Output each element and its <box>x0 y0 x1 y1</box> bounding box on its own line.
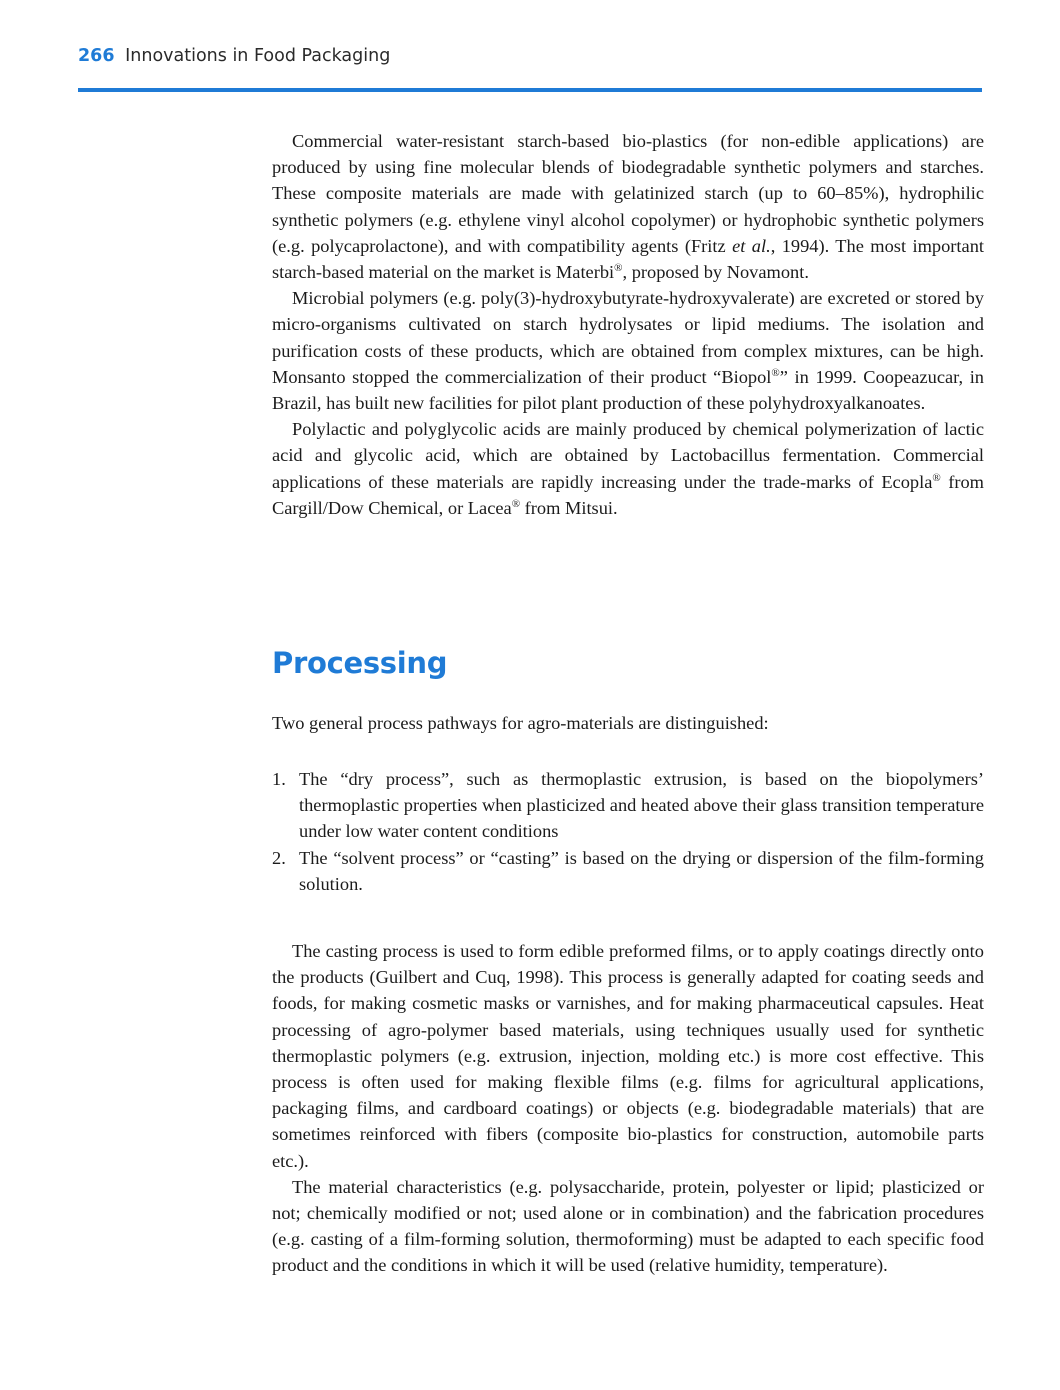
para3-text-b: from Cargill/Dow Chemical, or Lacea <box>272 471 984 518</box>
para2-text-b: ” in 1999. Coopeazucar, in Brazil, has built new facilities for pilot plant production of these polyhydroxyalkanoates. <box>272 366 985 414</box>
para3-text-c: from Mitsui. <box>520 497 618 518</box>
para1-text-b: , 1994). The most important starch-based material on the market is Materbi <box>272 235 984 283</box>
running-head <box>78 46 390 66</box>
section-heading: Processing <box>272 646 448 680</box>
body-text-bottom <box>272 938 984 1279</box>
running-title: Innovations in Food Packaging <box>125 46 391 66</box>
list-text: The “solvent process” or “casting” is based on the drying or dispersion of the film-forming solution. <box>299 847 984 894</box>
paragraph-microbial-polymers <box>272 285 984 416</box>
list-item <box>272 845 984 897</box>
para3-text-a: Polylactic and polyglycolic acids are mainly produced by chemical polymerization of lactic acid and glycolic acid, which are obtained by Lactobacillus fermentation. Commercial applications of these materials are rapidly increasing under the trade-marks of Ecopla <box>272 419 984 492</box>
para1-text-a: Commercial water-resistant starch-based bio-plastics (for non-edible applications) are produced by using fine molecular blends of biodegradable synthetic polymers and starches. These composite materials are made with gelatinized starch (up to 60–85%), hydrophilic synthetic polymers (e.g. ethylene vinyl alcohol copolymer) or hydrophobic synthetic polymers (e.g. polycaprolactone), and with compatibility agents (Fritz <box>272 131 984 256</box>
citation-et-al: et al. <box>732 235 771 256</box>
list-number: 2. <box>272 847 286 868</box>
header-rule <box>78 88 982 92</box>
registered-mark: ® <box>511 497 521 510</box>
body-text-top <box>272 128 984 521</box>
list-text: The “dry process”, such as thermoplastic extrusion, is based on the biopolymers’ thermoplastic properties when plasticized and heated above their glass transition temperature under low water content conditions <box>299 769 984 842</box>
paragraph-starch-bioplastics <box>272 128 984 285</box>
section-intro: Two general process pathways for agro-materials are distinguished: <box>272 713 769 733</box>
list-item <box>272 766 984 845</box>
registered-mark: ® <box>614 261 623 274</box>
page-number: 266 <box>78 46 115 66</box>
para1-text-c: , proposed by Novamont. <box>622 262 809 283</box>
process-list <box>272 766 984 897</box>
list-number: 1. <box>272 769 286 789</box>
paragraph-casting-process: The casting process is used to form edible preformed films, or to apply coatings directly onto the products (Guilbert and Cuq, 1998). This process is generally adapted for coating seeds and foods, for making cosmetic masks or varnishes, and for making pharmaceutical capsules. Heat processing of agro-polymer based materials, using techniques usually used for synthetic thermoplastic polymers (e.g. extrusion, injection, molding etc.) is more cost effective. This process is often used for making flexible films (e.g. films for agricultural applications, packaging films, and cardboard coatings) or objects (e.g. biodegradable materials) that are sometimes reinforced with fibers (composite bio-plastics for construction, automobile parts etc.). <box>272 941 984 1171</box>
paragraph-material-characteristics: The material characteristics (e.g. polysaccharide, protein, polyester or lipid; plasticized or not; chemically modified or not; used alone or in combination) and the fabrication procedures (e.g. casting of a film-forming solution, thermoforming) must be adapted to each specific food product and the conditions in which it will be used (relative humidity, temperature). <box>272 1176 984 1276</box>
paragraph-polylactic-acids <box>272 416 984 521</box>
registered-mark: ® <box>932 471 941 484</box>
registered-mark: ® <box>771 366 780 379</box>
para2-text-a: Microbial polymers (e.g. poly(3)-hydroxybutyrate-hydroxyvalerate) are excreted or stored by micro-organisms cultivated on starch hydrolysates or lipid mediums. The isolation and purification costs of these products, which are obtained from complex mixtures, can be high. Monsanto stopped the commercialization of their product “Biopol <box>272 288 984 387</box>
